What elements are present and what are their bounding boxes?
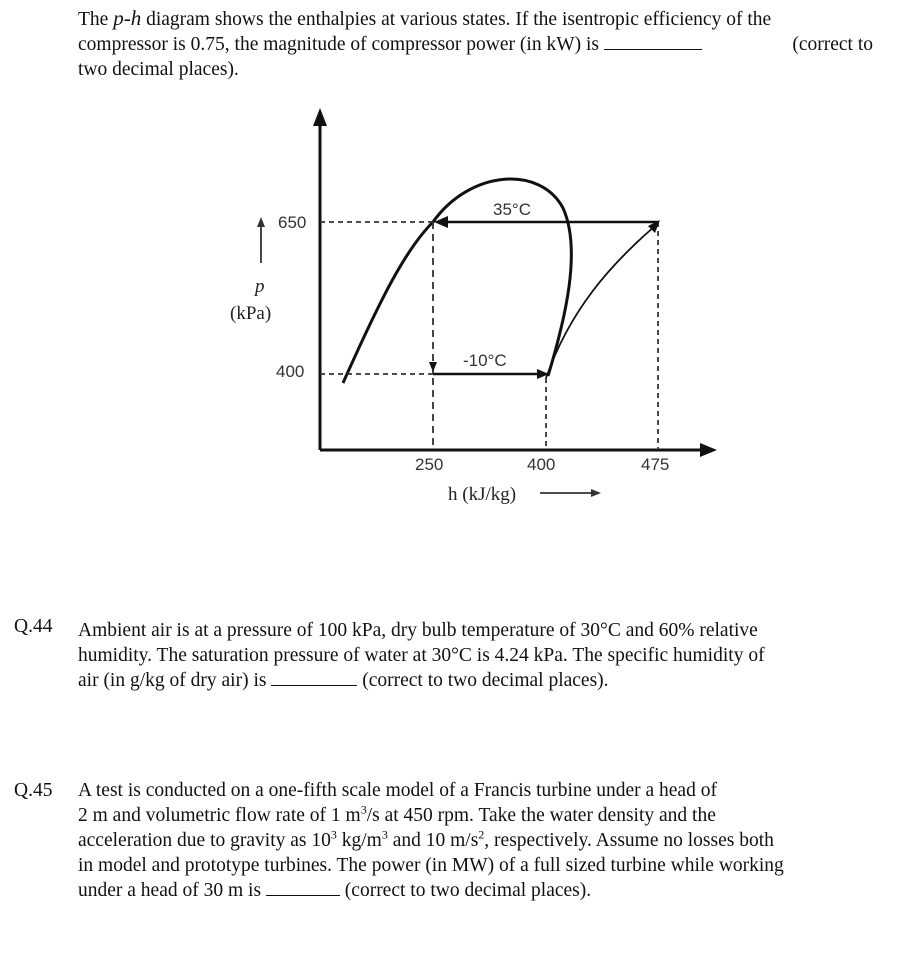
q44-text — [78, 618, 873, 693]
p-low-label: 400 — [276, 362, 305, 381]
q45-number: Q.45 — [14, 780, 53, 801]
h-tick-250: 250 — [415, 455, 444, 474]
q45-text — [78, 778, 873, 903]
h-tick-475: 475 — [641, 455, 670, 474]
h-axis-label: h (kJ/kg) — [448, 484, 517, 505]
q45-line1: A test is conducted on a one-fifth scale model of a Francis turbine under a head of — [78, 780, 717, 801]
q45-line4: in model and prototype turbines. The power (in MW) of a full sized turbine while working — [78, 855, 784, 876]
x-axis-arrowhead — [700, 443, 717, 457]
compression-curve — [546, 226, 655, 378]
q44-line2: humidity. The saturation pressure of water at 30°C is 4.24 kPa. The specific humidity of — [78, 645, 765, 666]
t-high-label: 35°C — [493, 200, 531, 219]
y-axis-arrowhead — [313, 108, 327, 126]
q44-line3: air (in g/kg of dry air) is (correct to two decimal places). — [78, 670, 609, 691]
t-low-label: -10°C — [463, 351, 507, 370]
q43-line2: compressor is 0.75, the magnitude of compressor power (in kW) is (correct to — [78, 34, 873, 55]
p-label: p — [255, 276, 265, 297]
q44-number: Q.44 — [14, 616, 53, 637]
p-unit-label: (kPa) — [230, 303, 272, 324]
answer-blank — [266, 879, 340, 896]
q43-line1: The p-h diagram shows the enthalpies at various states. If the isentropic efficiency of the — [78, 6, 772, 30]
h-right-arrowhead — [591, 489, 601, 497]
answer-blank — [271, 669, 357, 686]
q45-line2: 2 m and volumetric flow rate of 1 $m^3/s$ at 450 rpm. Take the water density and the — [78, 802, 716, 826]
p-up-arrowhead — [257, 217, 265, 227]
q45-line3: acceleration due to gravity as $10^3$ $kg/m^3$ and 10 $m/s^2$, respectively. Assume no losses both — [78, 827, 774, 851]
p-high-label: 650 — [278, 213, 307, 232]
q43-line3: two decimal places). — [78, 59, 239, 80]
throttling-arrowhead — [429, 362, 437, 372]
saturation-dome — [343, 179, 571, 383]
q44-line1: Ambient air is at a pressure of 100 kPa, dry bulb temperature of 30°C and 60% relative — [78, 620, 758, 641]
h-tick-400: 400 — [527, 455, 556, 474]
q45-line5: under a head of 30 m is (correct to two decimal places). — [78, 880, 592, 901]
